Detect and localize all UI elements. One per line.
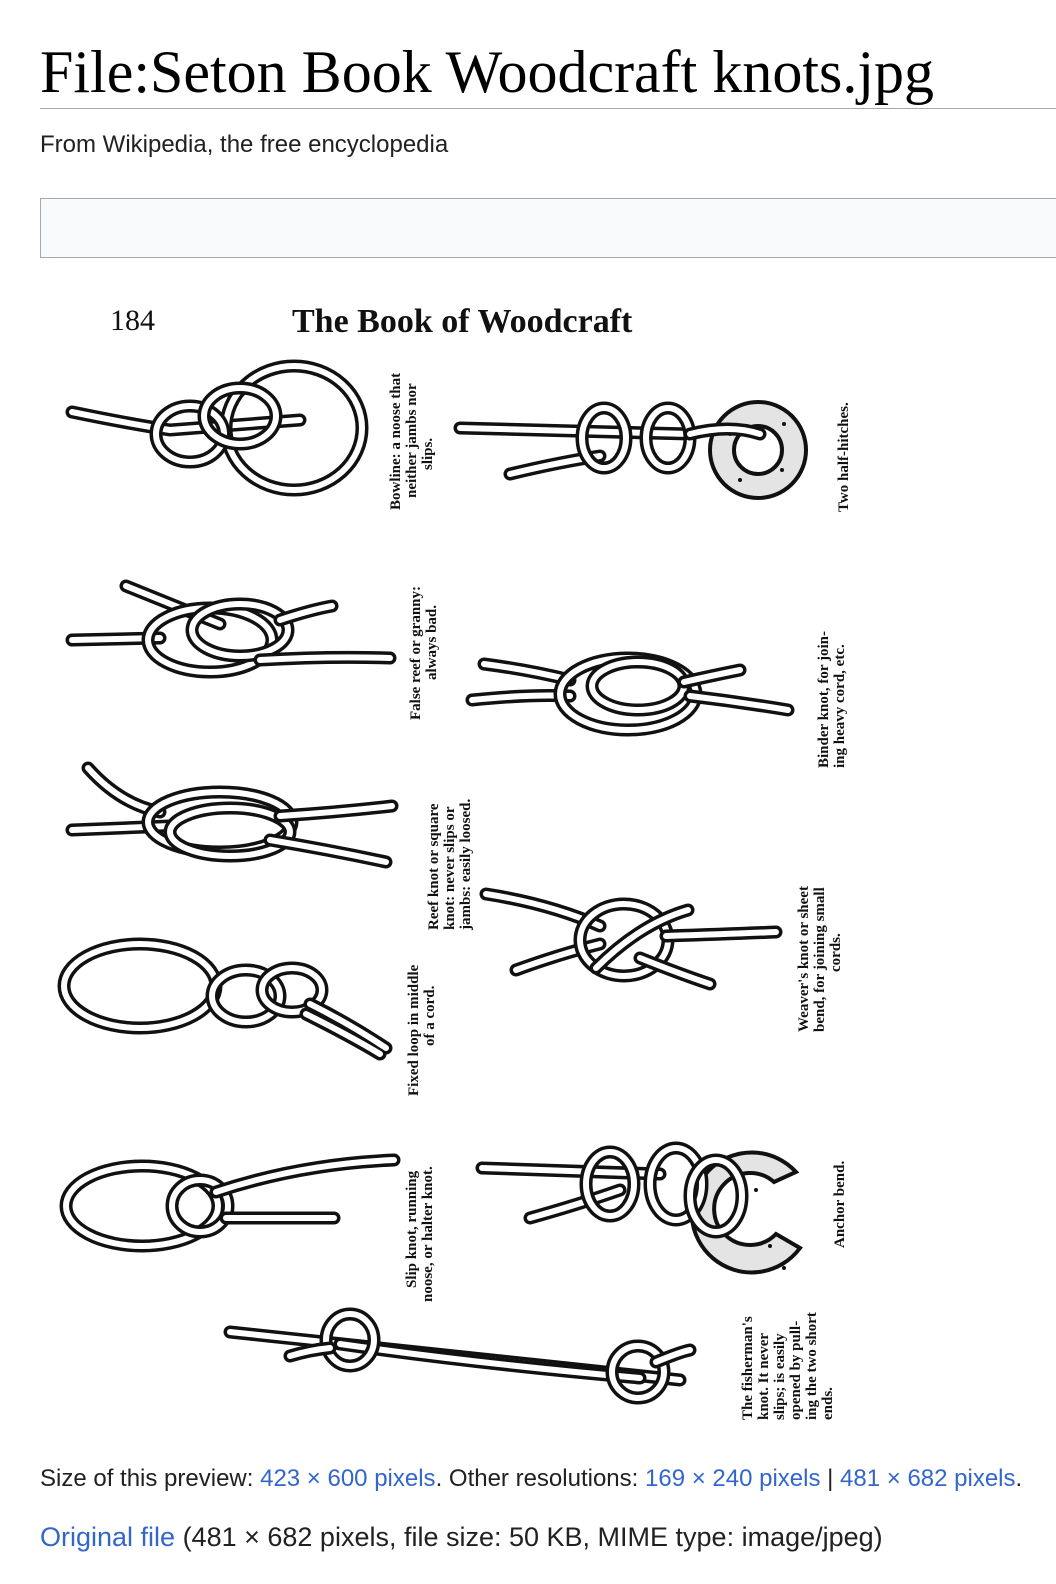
original-file-details: (481 × 682 pixels, file size: 50 KB, MIME type: image/jpeg) bbox=[175, 1522, 883, 1552]
site-tagline: From Wikipedia, the free encyclopedia bbox=[40, 131, 449, 158]
knot-fisherman bbox=[230, 1314, 690, 1398]
knot-half-hitches bbox=[460, 402, 806, 498]
knot-false-reef bbox=[72, 586, 390, 672]
svg-text:Anchor bend.: Anchor bend. bbox=[832, 1160, 848, 1248]
svg-text:cords.: cords. bbox=[828, 933, 844, 972]
svg-text:Slip knot, running: Slip knot, running bbox=[404, 1170, 420, 1288]
resolution-end: . bbox=[1015, 1465, 1023, 1492]
caption-binder bbox=[816, 631, 848, 768]
preview-size-link[interactable]: 423 × 600 pixels bbox=[260, 1465, 436, 1492]
svg-text:False reef or granny:: False reef or granny: bbox=[408, 586, 424, 720]
caption-weavers bbox=[796, 886, 844, 1032]
title-divider bbox=[40, 108, 1056, 109]
scan-page-number: 184 bbox=[110, 304, 155, 337]
caption-slip bbox=[404, 1166, 436, 1302]
resolution-separator: | bbox=[820, 1465, 841, 1492]
preview-size-line bbox=[40, 1464, 1022, 1494]
preview-size-label: Size of this preview: bbox=[40, 1465, 261, 1492]
original-file-line bbox=[40, 1520, 883, 1554]
svg-text:Bowline: a noose that: Bowline: a noose that bbox=[388, 372, 404, 510]
svg-text:ing the two short: ing the two short bbox=[804, 1312, 820, 1420]
svg-text:noose, or halter knot.: noose, or halter knot. bbox=[420, 1166, 436, 1302]
svg-text:The fisherman's: The fisherman's bbox=[740, 1316, 756, 1420]
svg-text:of a cord.: of a cord. bbox=[422, 985, 438, 1046]
caption-fisherman bbox=[740, 1312, 836, 1420]
svg-text:ends.: ends. bbox=[820, 1387, 836, 1420]
caption-false-reef bbox=[408, 586, 440, 720]
svg-text:neither jambs nor: neither jambs nor bbox=[404, 383, 420, 498]
file-preview-image[interactable] bbox=[40, 284, 886, 1444]
svg-text:knot. It never: knot. It never bbox=[756, 1332, 772, 1420]
knots-illustration bbox=[40, 284, 886, 1444]
svg-text:always bad.: always bad. bbox=[424, 604, 440, 680]
svg-text:slips.: slips. bbox=[420, 437, 436, 470]
svg-text:slips; is easily: slips; is easily bbox=[772, 1333, 788, 1420]
caption-fixed-loop bbox=[406, 964, 438, 1096]
svg-text:Binder knot, for join-: Binder knot, for join- bbox=[816, 631, 832, 768]
knot-reef bbox=[72, 768, 392, 862]
svg-text:Two half-hitches.: Two half-hitches. bbox=[836, 402, 852, 512]
svg-text:Reef knot or square: Reef knot or square bbox=[426, 803, 442, 930]
caption-half-hitches bbox=[836, 402, 852, 512]
caption-reef bbox=[426, 799, 474, 932]
svg-text:Weaver's knot or sheet: Weaver's knot or sheet bbox=[796, 886, 812, 1032]
original-file-link[interactable]: Original file bbox=[40, 1522, 176, 1552]
svg-text:jambs: easily loosed.: jambs: easily loosed. bbox=[458, 798, 474, 930]
knot-binder bbox=[472, 658, 788, 730]
resolution-link-small[interactable]: 169 × 240 pixels bbox=[645, 1465, 821, 1492]
knot-weavers bbox=[486, 894, 776, 984]
scan-book-title: The Book of Woodcraft bbox=[292, 303, 633, 340]
notice-banner bbox=[40, 198, 1056, 258]
svg-text:bend, for joining small: bend, for joining small bbox=[812, 887, 828, 1032]
knot-slip bbox=[66, 1160, 394, 1246]
resolution-link-full[interactable]: 481 × 682 pixels bbox=[840, 1465, 1016, 1492]
other-resolutions-label: . Other resolutions: bbox=[435, 1465, 645, 1492]
svg-text:knot: never slips or: knot: never slips or bbox=[442, 806, 458, 930]
svg-text:opened by pull-: opened by pull- bbox=[788, 1320, 804, 1420]
page-title: File:Seton Book Woodcraft knots.jpg bbox=[40, 39, 935, 105]
svg-text:Fixed loop in middle: Fixed loop in middle bbox=[406, 964, 422, 1096]
svg-text:ing heavy cord, etc.: ing heavy cord, etc. bbox=[832, 644, 848, 768]
knot-fixed-loop bbox=[64, 944, 386, 1054]
knot-bowline bbox=[72, 366, 362, 490]
caption-bowline bbox=[388, 373, 436, 510]
knot-anchor-bend bbox=[482, 1148, 800, 1272]
caption-anchor-bend bbox=[832, 1161, 848, 1248]
